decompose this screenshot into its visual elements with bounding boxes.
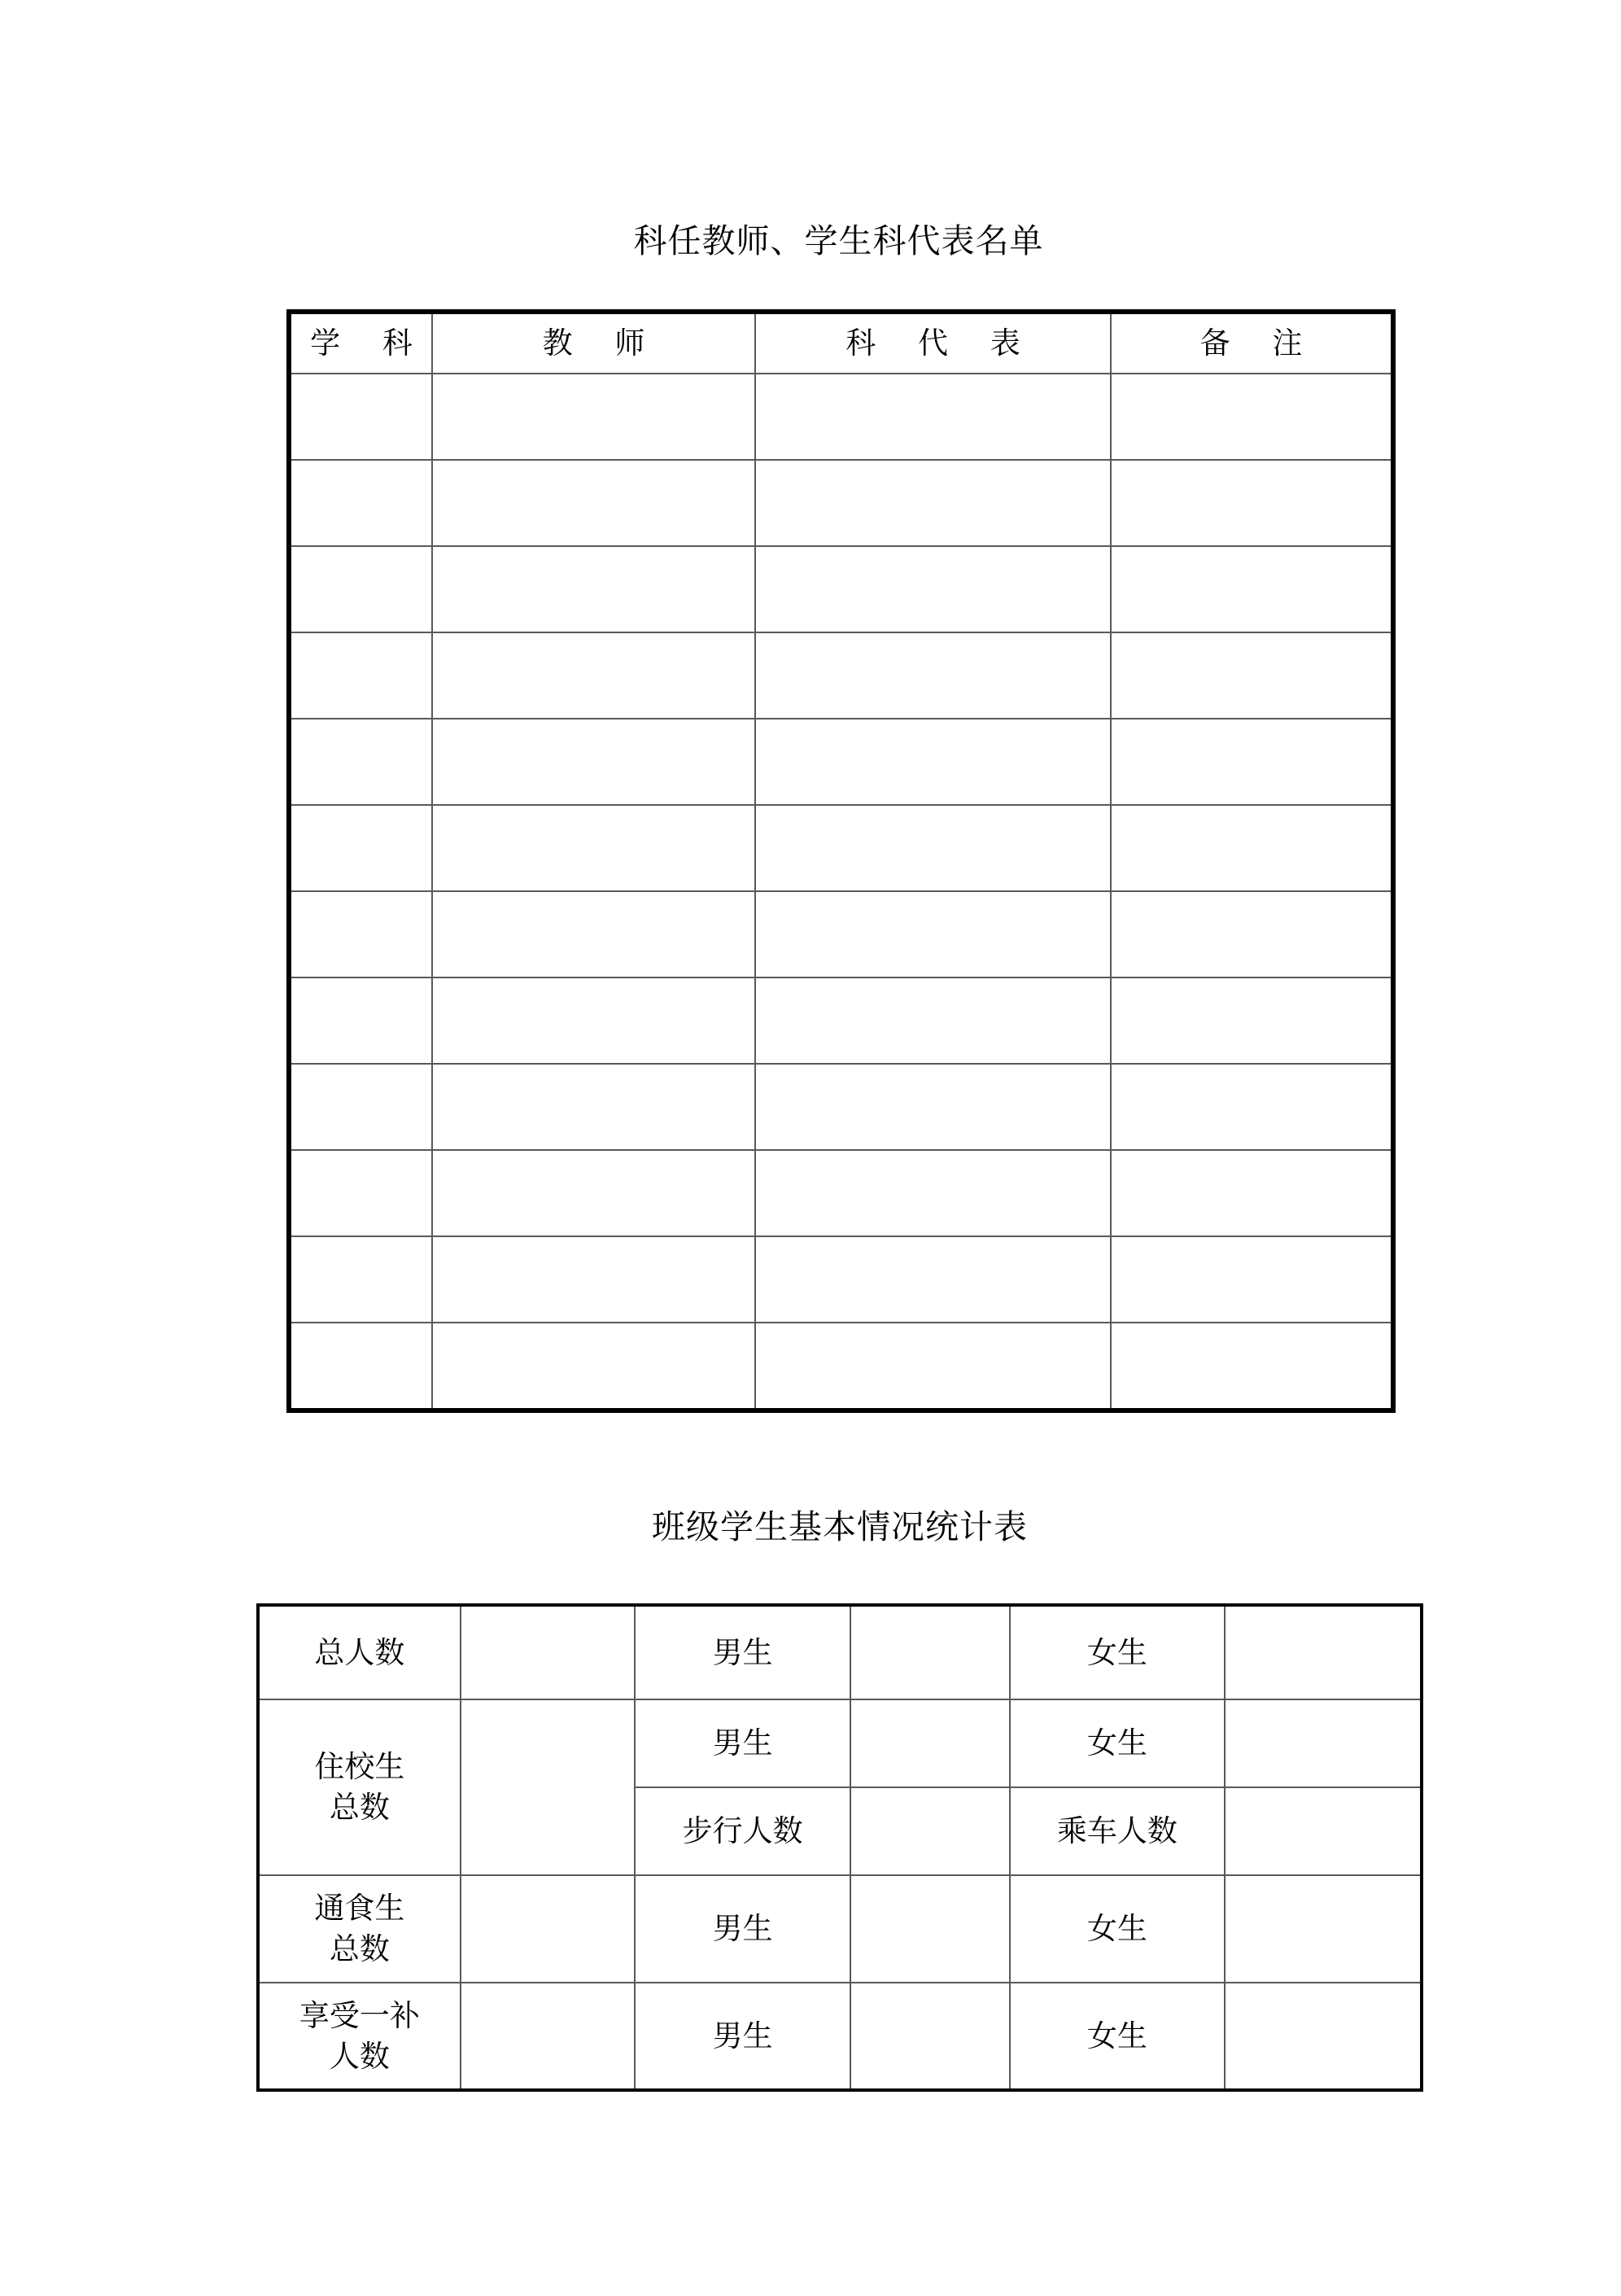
cell-representative[interactable] bbox=[755, 546, 1111, 632]
label-subsidy-line2: 人数 bbox=[329, 2038, 390, 2074]
cell-representative[interactable] bbox=[755, 719, 1111, 805]
table-row bbox=[289, 460, 1393, 546]
label-total-female: 女生 bbox=[1010, 1605, 1226, 1699]
cell-teacher[interactable] bbox=[432, 719, 755, 805]
table-row bbox=[289, 632, 1393, 719]
label-subsidy-female: 女生 bbox=[1010, 1983, 1226, 2090]
label-subsidy-line1: 享受一补 bbox=[299, 1997, 420, 2033]
cell-remark[interactable] bbox=[1111, 632, 1393, 719]
cell-representative[interactable] bbox=[755, 374, 1111, 460]
column-header-teacher: 教 师 bbox=[432, 312, 755, 374]
cell-teacher[interactable] bbox=[432, 1323, 755, 1410]
table-row-boarders-gender bbox=[258, 1699, 1422, 1787]
table-row bbox=[289, 891, 1393, 977]
teacher-roster-table bbox=[286, 309, 1396, 1413]
cell-teacher[interactable] bbox=[432, 977, 755, 1064]
column-header-subject: 学 科 bbox=[289, 312, 432, 374]
value-subsidy-female[interactable] bbox=[1225, 1983, 1422, 2090]
label-meal-students-line2: 总数 bbox=[329, 1931, 390, 1966]
cell-remark[interactable] bbox=[1111, 719, 1393, 805]
cell-teacher[interactable] bbox=[432, 374, 755, 460]
value-boarders-total[interactable] bbox=[461, 1699, 636, 1875]
label-walkers: 步行人数 bbox=[635, 1787, 850, 1875]
table-row bbox=[289, 1323, 1393, 1410]
cell-representative[interactable] bbox=[755, 977, 1111, 1064]
cell-remark[interactable] bbox=[1111, 1236, 1393, 1323]
cell-teacher[interactable] bbox=[432, 546, 755, 632]
label-bus-riders: 乘车人数 bbox=[1010, 1787, 1226, 1875]
label-total-headcount: 总人数 bbox=[258, 1605, 461, 1699]
table-row-total bbox=[258, 1605, 1422, 1699]
table-row bbox=[289, 546, 1393, 632]
cell-representative[interactable] bbox=[755, 1323, 1111, 1410]
cell-remark[interactable] bbox=[1111, 460, 1393, 546]
cell-teacher[interactable] bbox=[432, 632, 755, 719]
table-row bbox=[289, 1236, 1393, 1323]
cell-representative[interactable] bbox=[755, 632, 1111, 719]
cell-subject[interactable] bbox=[289, 805, 432, 891]
table-row bbox=[289, 719, 1393, 805]
table-row-subsidy bbox=[258, 1983, 1422, 2090]
table-row bbox=[289, 805, 1393, 891]
cell-representative[interactable] bbox=[755, 805, 1111, 891]
cell-subject[interactable] bbox=[289, 1150, 432, 1236]
cell-teacher[interactable] bbox=[432, 891, 755, 977]
value-walkers[interactable] bbox=[850, 1787, 1010, 1875]
cell-remark[interactable] bbox=[1111, 374, 1393, 460]
cell-subject[interactable] bbox=[289, 1323, 432, 1410]
cell-subject[interactable] bbox=[289, 1064, 432, 1150]
teacher-table-head bbox=[289, 312, 1393, 374]
cell-teacher[interactable] bbox=[432, 460, 755, 546]
value-boarders-female[interactable] bbox=[1225, 1699, 1422, 1787]
label-boarders-total-line2: 总数 bbox=[329, 1790, 390, 1825]
value-meal-students-male[interactable] bbox=[850, 1875, 1010, 1983]
table-row bbox=[289, 1150, 1393, 1236]
cell-representative[interactable] bbox=[755, 1064, 1111, 1150]
cell-remark[interactable] bbox=[1111, 891, 1393, 977]
table-row-meal-students bbox=[258, 1875, 1422, 1983]
label-boarders-total bbox=[258, 1699, 461, 1875]
cell-subject[interactable] bbox=[289, 977, 432, 1064]
cell-representative[interactable] bbox=[755, 1236, 1111, 1323]
label-meal-students-total bbox=[258, 1875, 461, 1983]
column-header-remark: 备 注 bbox=[1111, 312, 1393, 374]
cell-remark[interactable] bbox=[1111, 977, 1393, 1064]
label-boarders-male: 男生 bbox=[635, 1699, 850, 1787]
cell-representative[interactable] bbox=[755, 1150, 1111, 1236]
cell-representative[interactable] bbox=[755, 460, 1111, 546]
cell-teacher[interactable] bbox=[432, 1064, 755, 1150]
cell-subject[interactable] bbox=[289, 891, 432, 977]
table-row bbox=[289, 977, 1393, 1064]
table-row bbox=[289, 374, 1393, 460]
cell-remark[interactable] bbox=[1111, 805, 1393, 891]
column-header-representative: 科 代 表 bbox=[755, 312, 1111, 374]
cell-subject[interactable] bbox=[289, 632, 432, 719]
value-total-headcount[interactable] bbox=[461, 1605, 636, 1699]
cell-subject[interactable] bbox=[289, 719, 432, 805]
value-boarders-male[interactable] bbox=[850, 1699, 1010, 1787]
cell-subject[interactable] bbox=[289, 1236, 432, 1323]
value-total-male[interactable] bbox=[850, 1605, 1010, 1699]
teacher-table-title: 科任教师、学生科代表名单 bbox=[633, 221, 1044, 260]
label-boarders-total-line1: 住校生 bbox=[314, 1749, 405, 1784]
student-statistics-table bbox=[256, 1603, 1423, 2092]
teacher-table-body bbox=[289, 374, 1393, 1410]
cell-subject[interactable] bbox=[289, 374, 432, 460]
cell-remark[interactable] bbox=[1111, 1064, 1393, 1150]
value-total-female[interactable] bbox=[1225, 1605, 1422, 1699]
label-boarders-female: 女生 bbox=[1010, 1699, 1226, 1787]
value-subsidy-male[interactable] bbox=[850, 1983, 1010, 2090]
table-header-row bbox=[289, 312, 1393, 374]
value-bus-riders[interactable] bbox=[1225, 1787, 1422, 1875]
label-meal-students-line1: 通食生 bbox=[314, 1891, 405, 1926]
label-total-male: 男生 bbox=[635, 1605, 850, 1699]
cell-teacher[interactable] bbox=[432, 1236, 755, 1323]
cell-remark[interactable] bbox=[1111, 1150, 1393, 1236]
cell-remark[interactable] bbox=[1111, 1323, 1393, 1410]
value-subsidy-total[interactable] bbox=[461, 1983, 636, 2090]
cell-teacher[interactable] bbox=[432, 1150, 755, 1236]
label-meal-students-female: 女生 bbox=[1010, 1875, 1226, 1983]
stats-table-title: 班级学生基本情况统计表 bbox=[652, 1507, 1028, 1546]
value-meal-students-total[interactable] bbox=[461, 1875, 636, 1983]
value-meal-students-female[interactable] bbox=[1225, 1875, 1422, 1983]
cell-subject[interactable] bbox=[289, 546, 432, 632]
label-subsidy-male: 男生 bbox=[635, 1983, 850, 2090]
cell-teacher[interactable] bbox=[432, 805, 755, 891]
label-subsidy-total bbox=[258, 1983, 461, 2090]
cell-remark[interactable] bbox=[1111, 546, 1393, 632]
cell-subject[interactable] bbox=[289, 460, 432, 546]
table-row bbox=[289, 1064, 1393, 1150]
label-meal-students-male: 男生 bbox=[635, 1875, 850, 1983]
cell-representative[interactable] bbox=[755, 891, 1111, 977]
